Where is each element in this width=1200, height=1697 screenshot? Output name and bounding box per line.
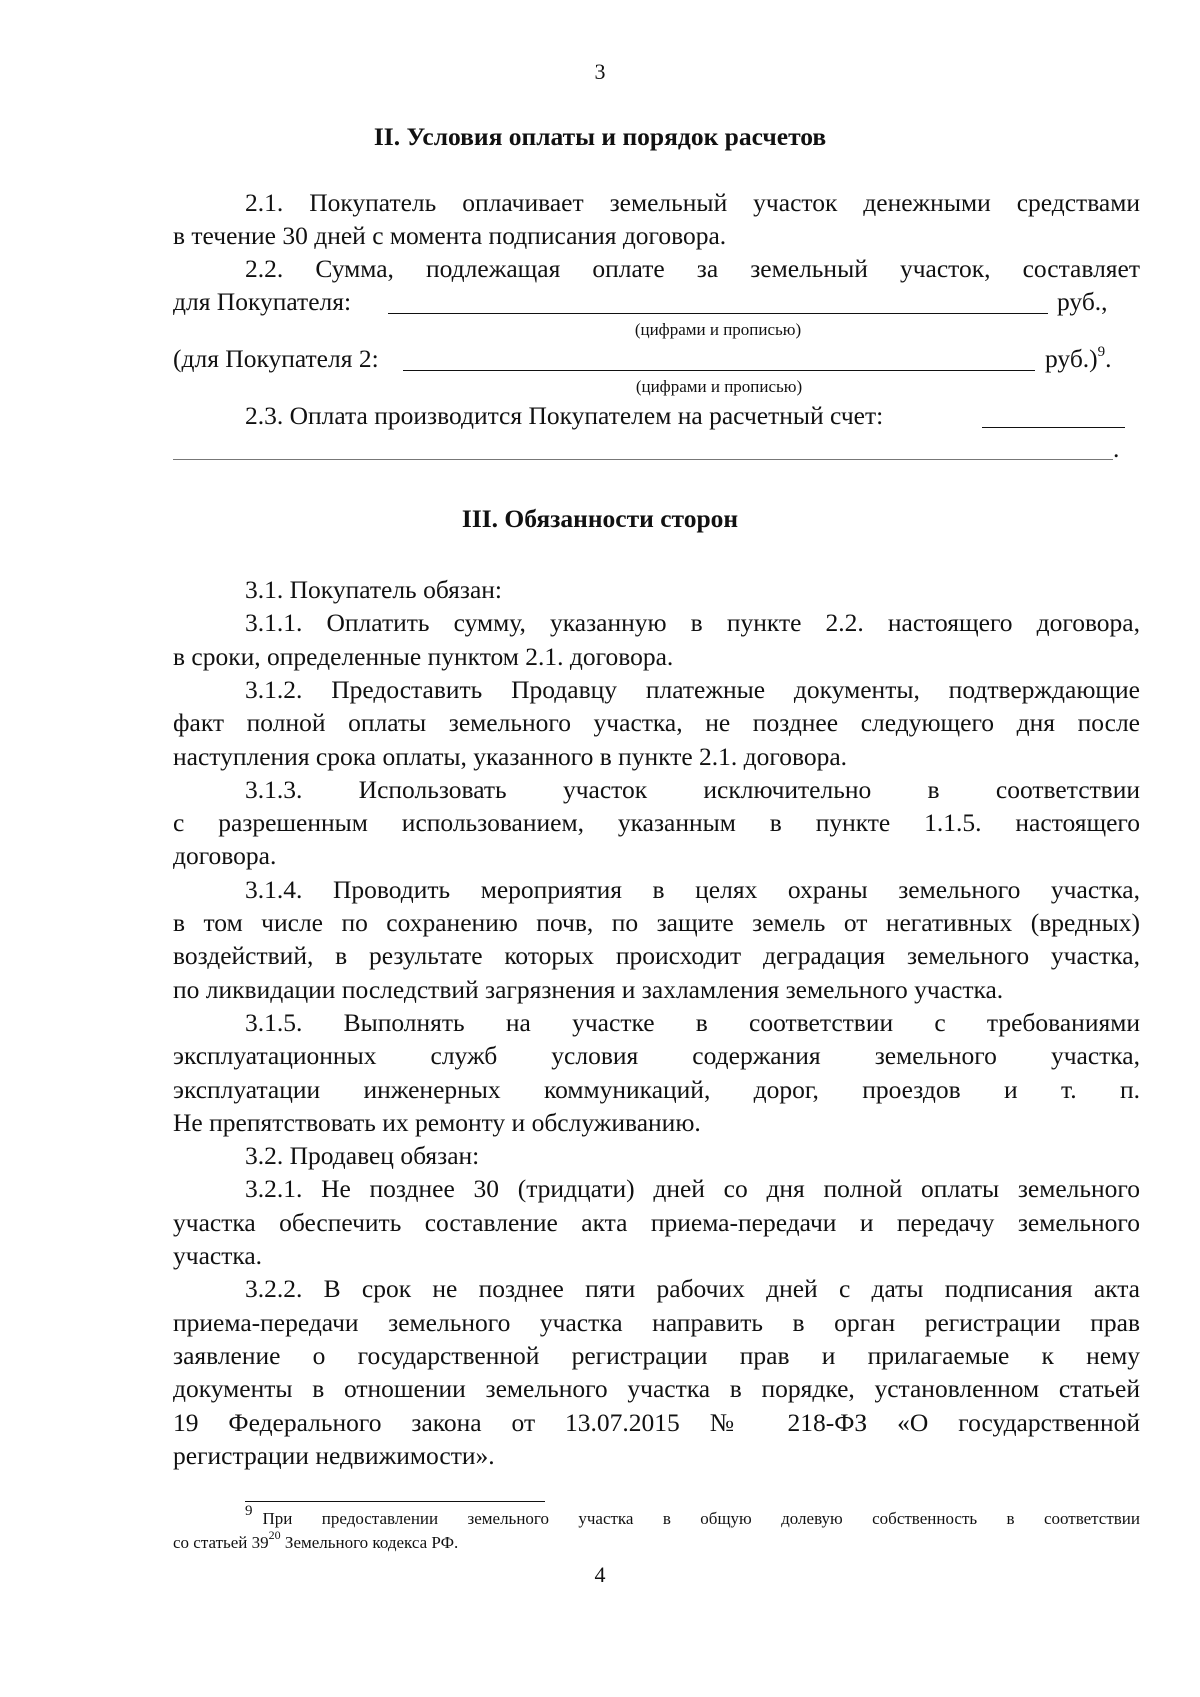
section-3-line: по ликвидации последствий загрязнения и захламления земельного участка.: [173, 974, 1004, 1004]
buyer-amount-blank: [388, 313, 1048, 314]
section-3-line: 3.1.2. Предоставить Продавцу платежные документы, подтверждающие: [245, 674, 1140, 704]
section-3-line: воздействий, в результате которых происходит деградация земельного участка,: [173, 941, 1140, 971]
clause-2-3-end: .: [1113, 434, 1120, 463]
section-3-line: 3.1.3. Использовать участок исключительно в соответствии: [245, 774, 1140, 804]
account-blank-1: [982, 427, 1125, 428]
section-3-line: документы в отношении земельного участка в порядке, установленном статьей: [173, 1374, 1140, 1404]
section-3-line: 3.2. Продавец обязан:: [245, 1141, 480, 1171]
clause-2-2-line-1: 2.2. Сумма, подлежащая оплате за земельный участок, составляет: [245, 254, 1140, 283]
section-3-line: 3.1.4. Проводить мероприятия в целях охраны земельного участка,: [245, 874, 1140, 904]
section-3-line: регистрации недвижимости».: [173, 1440, 495, 1470]
buyer-2-amount-blank: [403, 370, 1035, 371]
section-3-line: эксплуатационных служб условия содержания земельного участка,: [173, 1041, 1140, 1071]
section-3-line: 3.2.1. Не позднее 30 (тридцати) дней со дня полной оплаты земельного: [245, 1174, 1140, 1204]
section-3-line: заявление о государственной регистрации прав и прилагаемые к нему: [173, 1340, 1140, 1370]
section-3-line: 3.2.2. В срок не позднее пяти рабочих дней с даты подписания акта: [245, 1274, 1140, 1304]
section-3-title: III. Обязанности сторон: [461, 504, 739, 533]
clause-2-1-line-2: в течение 30 дней с момента подписания договора.: [173, 221, 727, 250]
footnote-ref-9: 9: [1097, 343, 1106, 360]
section-3-line: 3.1.5. Выполнять на участке в соответствии с требованиями: [245, 1007, 1140, 1037]
section-3-line: участка.: [173, 1241, 263, 1270]
buyer-2-label: (для Покупателя 2:: [173, 344, 379, 373]
section-3-line: факт полной оплаты земельного участка, не позднее следующего дня после: [173, 708, 1140, 738]
buyer-2-amount-caption: (цифрами и прописью): [635, 377, 803, 396]
buyer-amount-caption: (цифрами и прописью): [634, 320, 802, 339]
header-page-number: 3: [594, 59, 606, 84]
section-3-line: в том числе по сохранению почв, по защите земель от негативных (вредных): [173, 908, 1140, 937]
footnote-line-1: $^9$ При предоставлении земельного участка в общую долевую собственность в соответствии: [245, 1503, 1140, 1528]
section-3-line: договора.: [173, 841, 277, 871]
buyer-2-unit: руб.)$^9$.: [1045, 343, 1112, 373]
buyer-unit: руб.,: [1057, 287, 1108, 316]
footer-page-number: 4: [594, 1562, 606, 1587]
section-3-line: с разрешенным использованием, указанным в пункте 1.1.5. настоящего: [173, 808, 1140, 838]
section-2-title: II. Условия оплаты и порядок расчетов: [373, 122, 827, 151]
section-3-line: приема-передачи земельного участка направить в орган регистрации прав: [173, 1307, 1140, 1337]
clause-2-3-text: 2.3. Оплата производится Покупателем на расчетный счет:: [245, 401, 884, 430]
section-3-line: наступления срока оплаты, указанного в пункте 2.1. договора.: [173, 741, 848, 771]
section-3-line: эксплуатации инженерных коммуникаций, дорог, проездов и т. п.: [173, 1074, 1140, 1104]
buyer-label: для Покупателя:: [173, 287, 352, 316]
account-blank-2: [173, 459, 1113, 460]
section-3-line: участка обеспечить составление акта приема-передачи и передачу земельного: [173, 1207, 1140, 1237]
section-3-line: в сроки, определенные пунктом 2.1. договора.: [173, 641, 674, 671]
clause-2-1-line-1: 2.1. Покупатель оплачивает земельный участок денежными средствами: [245, 188, 1140, 217]
section-3-line: 3.1.1. Оплатить сумму, указанную в пункте 2.2. настоящего договора,: [245, 608, 1140, 638]
section-3-line: Не препятствовать их ремонту и обслуживанию.: [173, 1107, 701, 1137]
footnote-line-2: со статьей $39^{20}$ Земельного кодекса РФ.: [173, 1528, 459, 1552]
section-3-line: 19 Федерального закона от 13.07.2015 № 218-ФЗ «О государственной: [173, 1407, 1140, 1437]
section-3-line: 3.1. Покупатель обязан:: [245, 575, 503, 604]
footnote-number: 9: [245, 1503, 253, 1520]
footnote-separator: [245, 1501, 545, 1502]
